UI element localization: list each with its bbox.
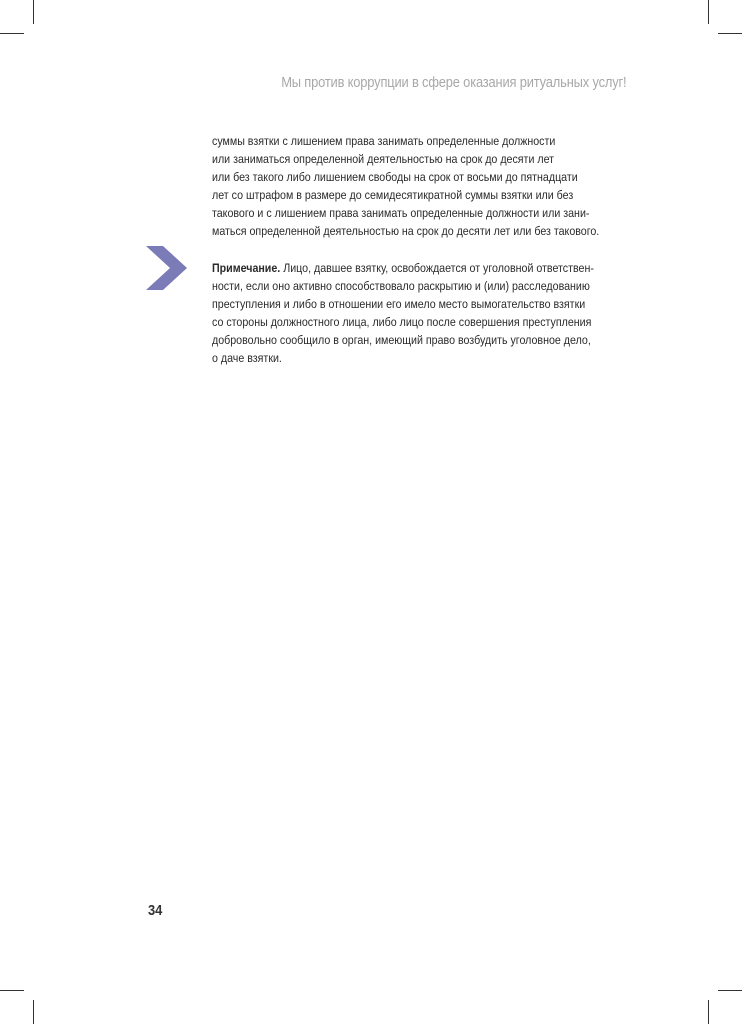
crop-mark: [0, 990, 24, 991]
main-paragraph: [212, 132, 712, 240]
note-line: о даче взятки.: [212, 351, 282, 365]
page-number: 34: [148, 902, 163, 919]
note-line: преступления и либо в отношении его имело место вымогательство взятки: [212, 297, 586, 311]
paragraph-line: маться определенной деятельностью на срок до десяти лет или без такового.: [212, 224, 600, 238]
crop-mark: [33, 1000, 34, 1024]
running-header: Мы против коррупции в сфере оказания ритуальных услуг!: [280, 74, 626, 91]
crop-mark: [33, 0, 34, 24]
note-line: ности, если оно активно способствовало раскрытию и (или) расследованию: [212, 279, 590, 293]
crop-mark: [718, 33, 742, 34]
chevron-right-icon: [146, 246, 187, 290]
note-first-line: [212, 259, 642, 277]
crop-mark: [708, 1000, 709, 1024]
crop-mark: [0, 33, 24, 34]
note-line: со стороны должностного лица, либо лицо после совершения преступления: [212, 315, 592, 329]
paragraph-line: лет со штрафом в размере до семидесятикратной суммы взятки или без: [212, 188, 574, 202]
crop-mark: [718, 990, 742, 991]
paragraph-line: или без такого либо лишением свободы на срок от восьми до пятнадцати: [212, 170, 578, 184]
crop-mark: [708, 0, 709, 24]
note-block: [212, 259, 712, 367]
paragraph-line: или заниматься определенной деятельностью на срок до десяти лет: [212, 152, 555, 166]
note-label: Примечание.: [212, 261, 281, 275]
note-text: Лицо, давшее взятку, освобождается от уголовной ответствен-: [283, 261, 594, 275]
paragraph-line: такового и с лишением права занимать определенные должности или зани-: [212, 206, 590, 220]
note-line: добровольно сообщило в орган, имеющий право возбудить уголовное дело,: [212, 333, 591, 347]
paragraph-line: суммы взятки с лишением права занимать определенные должности: [212, 134, 556, 148]
